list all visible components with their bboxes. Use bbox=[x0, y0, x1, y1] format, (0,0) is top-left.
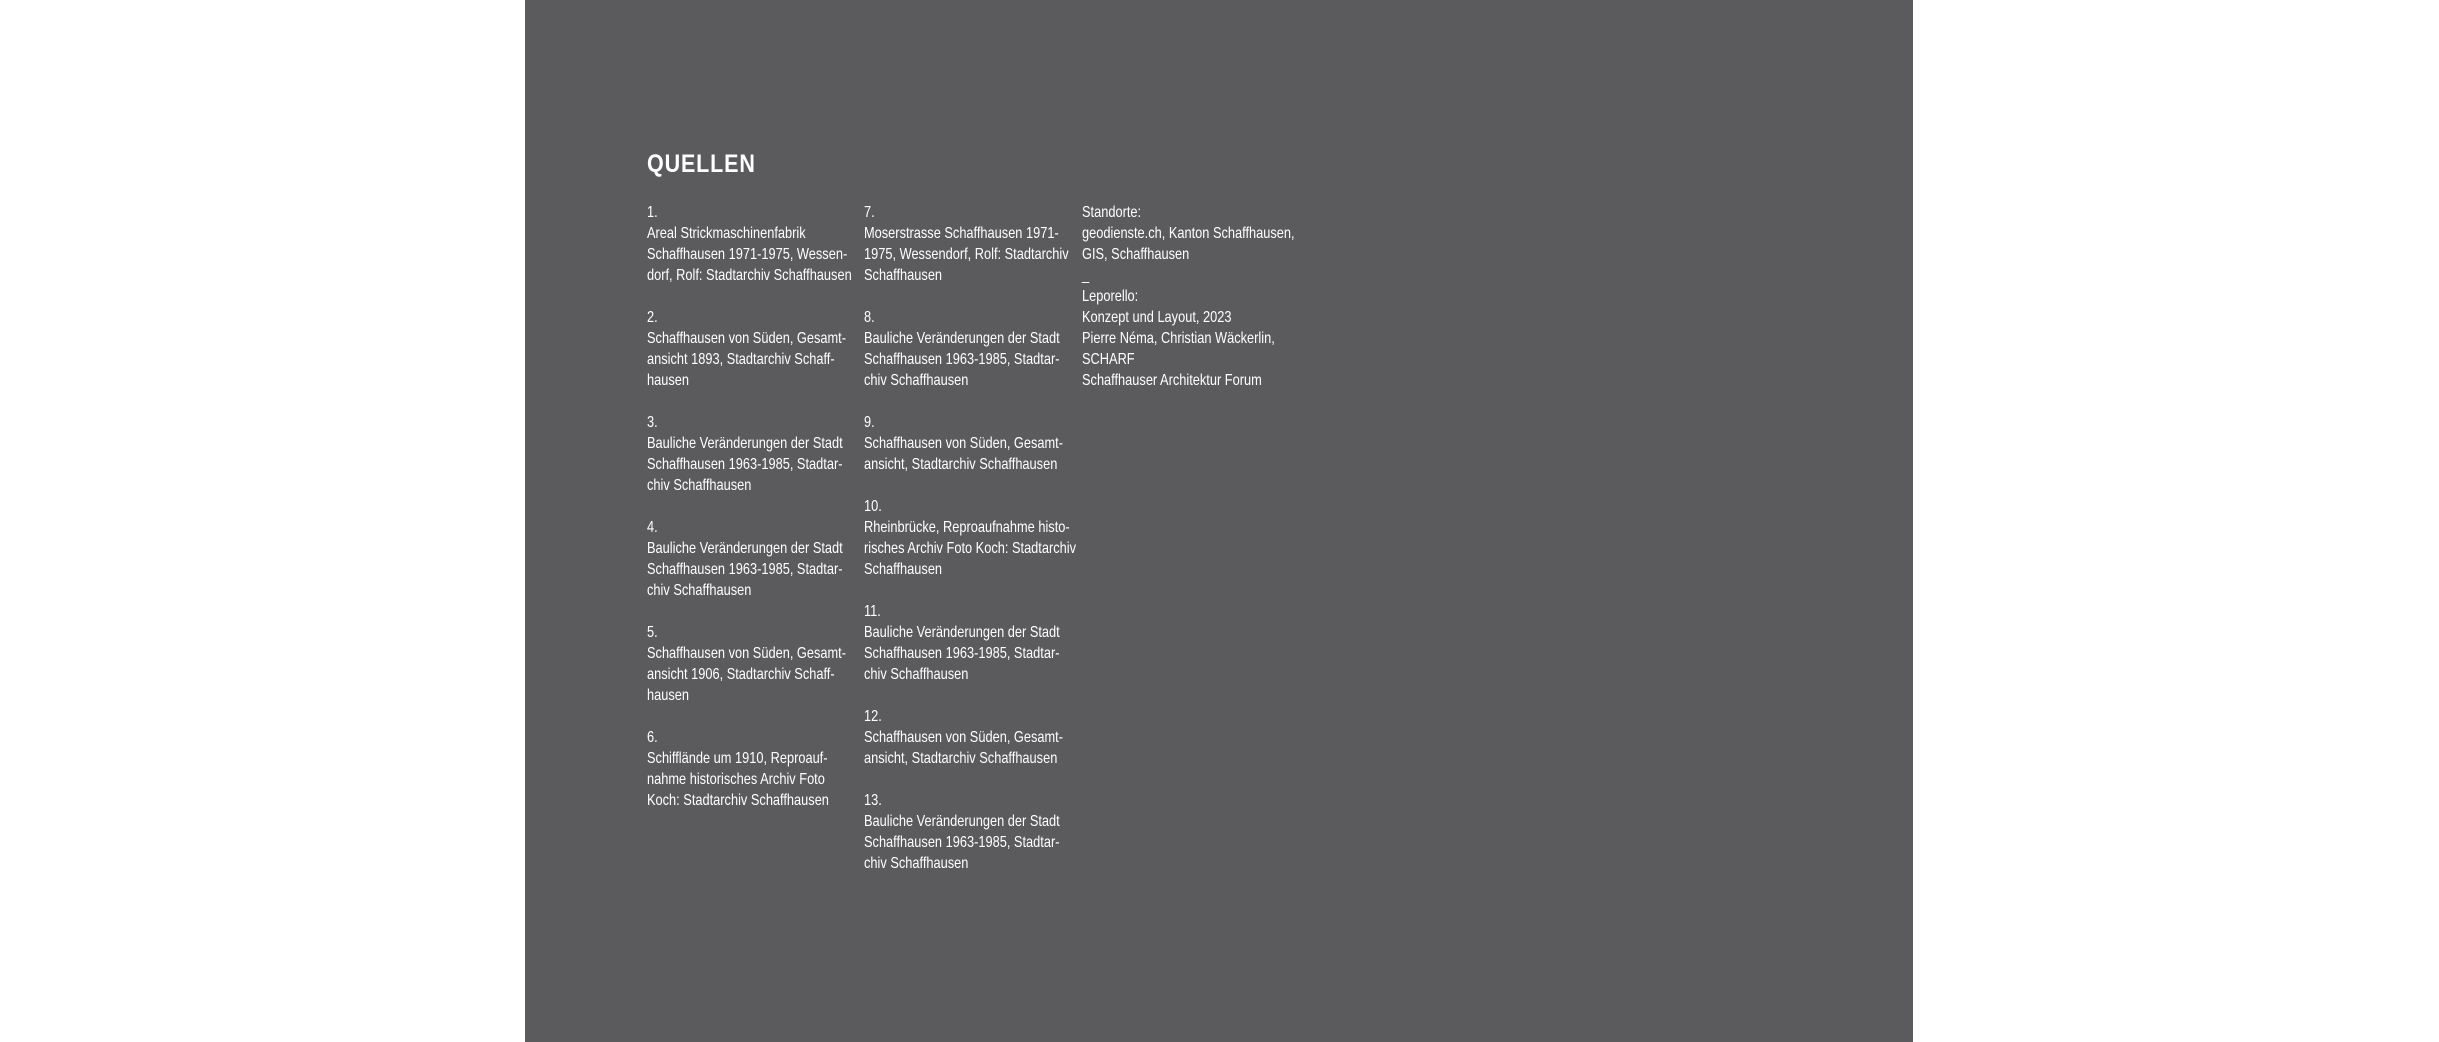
source-number: 1. bbox=[647, 204, 658, 221]
separator: _ bbox=[1082, 267, 1090, 284]
source-text-line: Rheinbrücke, Reproaufnahme histo- bbox=[864, 519, 1070, 536]
source-text-line: ansicht 1893, Stadtarchiv Schaff- bbox=[647, 351, 835, 368]
source-text-line: nahme historisches Archiv Foto bbox=[647, 771, 825, 788]
source-text-line: Schaffhausen 1963-1985, Stadtar- bbox=[647, 561, 843, 578]
source-text-line: Schifflände um 1910, Reproauf- bbox=[647, 750, 828, 767]
source-entry-6 bbox=[647, 727, 839, 811]
source-text-line: Schaffhausen 1971-1975, Wessen- bbox=[647, 246, 848, 263]
source-text-line: chiv Schaffhausen bbox=[864, 372, 969, 389]
source-number: 11. bbox=[864, 603, 881, 620]
source-text-line: chiv Schaffhausen bbox=[864, 855, 969, 872]
leporello-text-line: Konzept und Layout, 2023 bbox=[1082, 309, 1232, 326]
source-entry-11 bbox=[864, 601, 1060, 685]
standorte-label: Standorte: bbox=[1082, 204, 1142, 221]
source-text-line: 1975, Wessendorf, Rolf: Stadtarchiv bbox=[864, 246, 1069, 263]
source-text-line: risches Archiv Foto Koch: Stadtarchiv bbox=[864, 540, 1076, 557]
leporello-text-line: Pierre Néma, Christian Wäckerlin, bbox=[1082, 330, 1275, 347]
source-entry-12 bbox=[864, 706, 1063, 769]
source-text-line: Moserstrasse Schaffhausen 1971- bbox=[864, 225, 1059, 242]
source-text-line: ansicht 1906, Stadtarchiv Schaff- bbox=[647, 666, 835, 683]
source-number: 2. bbox=[647, 309, 658, 326]
source-entry-4 bbox=[647, 517, 843, 601]
standorte-block bbox=[1082, 202, 1295, 265]
source-text-line: Bauliche Veränderungen der Stadt bbox=[647, 540, 843, 557]
source-number: 3. bbox=[647, 414, 658, 431]
leporello-block bbox=[1082, 286, 1274, 391]
source-text-line: Schaffhausen 1963-1985, Stadtar- bbox=[864, 834, 1060, 851]
source-entry-9 bbox=[864, 412, 1063, 475]
source-entry-1 bbox=[647, 202, 852, 286]
source-text-line: ansicht, Stadtarchiv Schaffhausen bbox=[864, 750, 1058, 767]
source-text-line: Schaffhausen 1963-1985, Stadtar- bbox=[864, 351, 1060, 368]
leporello-text-line: SCHARF bbox=[1082, 351, 1135, 368]
source-entry-2 bbox=[647, 307, 846, 391]
source-text-line: Areal Strickmaschinenfabrik bbox=[647, 225, 806, 242]
source-text-line: Schaffhausen bbox=[864, 561, 943, 578]
source-entry-3 bbox=[647, 412, 843, 496]
sources-column-1 bbox=[647, 202, 852, 832]
source-number: 6. bbox=[647, 729, 658, 746]
source-entry-5 bbox=[647, 622, 846, 706]
source-entry-7 bbox=[864, 202, 1069, 286]
standorte-text-line: geodienste.ch, Kanton Schaffhausen, bbox=[1082, 225, 1295, 242]
source-text-line: Schaffhausen bbox=[864, 267, 943, 284]
source-text-line: Schaffhausen 1963-1985, Stadtar- bbox=[647, 456, 843, 473]
leporello-text-line: Schaffhauser Architektur Forum bbox=[1082, 372, 1262, 389]
source-text-line: chiv Schaffhausen bbox=[864, 666, 969, 683]
source-text-line: hausen bbox=[647, 372, 689, 389]
standorte-text-line: GIS, Schaffhausen bbox=[1082, 246, 1190, 263]
source-text-line: Schaffhausen von Süden, Gesamt- bbox=[864, 729, 1063, 746]
credits-column bbox=[1082, 202, 1295, 391]
page-title: QUELLEN bbox=[647, 150, 756, 178]
source-text-line: Koch: Stadtarchiv Schaffhausen bbox=[647, 792, 829, 809]
source-text-line: Bauliche Veränderungen der Stadt bbox=[864, 813, 1060, 830]
page-panel bbox=[525, 0, 1913, 1042]
sources-column-2 bbox=[864, 202, 1076, 895]
source-number: 13. bbox=[864, 792, 882, 809]
source-text-line: Bauliche Veränderungen der Stadt bbox=[864, 330, 1060, 347]
source-entry-13 bbox=[864, 790, 1060, 874]
source-text-line: Schaffhausen von Süden, Gesamt- bbox=[647, 330, 846, 347]
source-text-line: hausen bbox=[647, 687, 689, 704]
source-text-line: Schaffhausen 1963-1985, Stadtar- bbox=[864, 645, 1060, 662]
source-number: 4. bbox=[647, 519, 658, 536]
source-text-line: Schaffhausen von Süden, Gesamt- bbox=[647, 645, 846, 662]
source-number: 10. bbox=[864, 498, 882, 515]
source-text-line: Schaffhausen von Süden, Gesamt- bbox=[864, 435, 1063, 452]
source-entry-10 bbox=[864, 496, 1076, 580]
source-text-line: Bauliche Veränderungen der Stadt bbox=[864, 624, 1060, 641]
source-text-line: chiv Schaffhausen bbox=[647, 582, 752, 599]
source-text-line: Bauliche Veränderungen der Stadt bbox=[647, 435, 843, 452]
leporello-label: Leporello: bbox=[1082, 288, 1139, 305]
source-text-line: chiv Schaffhausen bbox=[647, 477, 752, 494]
source-number: 8. bbox=[864, 309, 875, 326]
source-text-line: ansicht, Stadtarchiv Schaffhausen bbox=[864, 456, 1058, 473]
source-text-line: dorf, Rolf: Stadtarchiv Schaffhausen bbox=[647, 267, 852, 284]
source-number: 5. bbox=[647, 624, 658, 641]
source-number: 9. bbox=[864, 414, 875, 431]
source-number: 7. bbox=[864, 204, 875, 221]
source-number: 12. bbox=[864, 708, 882, 725]
source-entry-8 bbox=[864, 307, 1060, 391]
